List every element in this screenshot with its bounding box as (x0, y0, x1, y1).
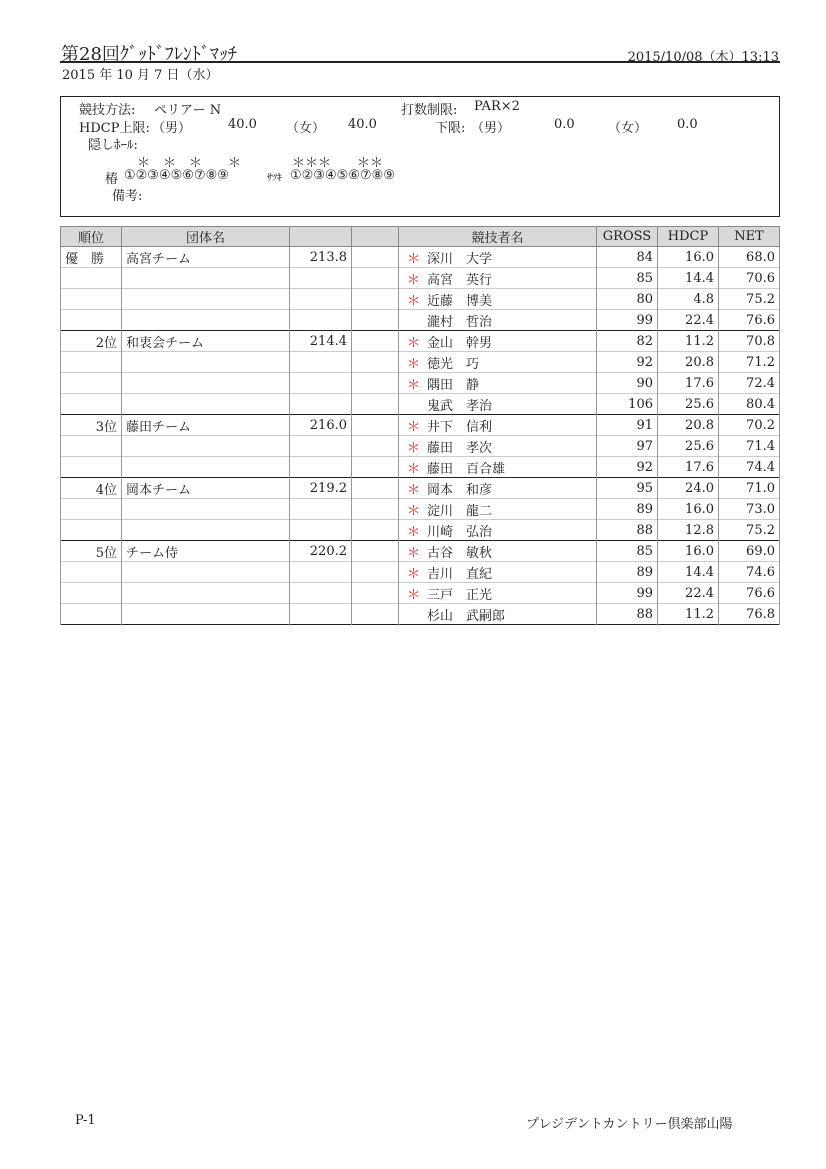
table-row (61, 289, 780, 310)
player-name: 高宮 英行 (427, 272, 493, 288)
player-name: 三戸 正光 (427, 587, 493, 603)
table-row (61, 247, 780, 268)
table-row (61, 394, 780, 415)
table-row (61, 268, 780, 289)
team-name-cell: 岡本チーム (122, 478, 290, 499)
team-header: 団体名 (122, 227, 290, 247)
hdcp-header: HDCP (658, 227, 719, 247)
hdcp-male-label: （男） (152, 121, 192, 136)
team-name-cell (122, 289, 290, 310)
player-cell (399, 562, 597, 583)
scoring-player-mark: ＊ (407, 419, 421, 435)
lower-female-label: （女） (608, 121, 648, 136)
team-name-cell (122, 394, 290, 415)
scoring-player-mark: ＊ (407, 566, 421, 582)
rank-cell (61, 394, 122, 415)
table-row (61, 331, 780, 352)
hdcp-cell: 17.6 (658, 373, 719, 394)
team-score-cell (290, 436, 352, 457)
player-name: 岡本 和彦 (427, 482, 493, 498)
net-cell: 76.8 (719, 604, 780, 625)
gross-cell: 106 (597, 394, 658, 415)
gross-cell: 85 (597, 541, 658, 562)
title-rule (60, 61, 780, 63)
gross-cell: 82 (597, 331, 658, 352)
team-score-cell: 213.8 (290, 247, 352, 268)
hdcp-cell: 20.8 (658, 415, 719, 436)
player-cell (399, 415, 597, 436)
player-header: 競技者名 (399, 227, 597, 247)
rank-cell (61, 604, 122, 625)
rank-cell (61, 520, 122, 541)
scoring-player-mark: ＊ (407, 377, 421, 393)
net-cell: 74.4 (719, 457, 780, 478)
hdcp-limit-label: HDCP上限: (79, 121, 150, 136)
team-name-cell: 和衷会チーム (122, 331, 290, 352)
net-cell: 73.0 (719, 499, 780, 520)
team-name-cell: 高宮チーム (122, 247, 290, 268)
out-course-label: 椿 (105, 172, 119, 187)
net-cell: 70.2 (719, 415, 780, 436)
player-cell (399, 499, 597, 520)
blank-cell (352, 415, 399, 436)
rank-header: 順位 (61, 227, 122, 247)
rank-cell: 3位 (61, 415, 122, 436)
team-score-cell (290, 310, 352, 331)
team-name-cell (122, 604, 290, 625)
player-cell (399, 520, 597, 541)
rank-cell (61, 352, 122, 373)
blank-cell (352, 310, 399, 331)
net-cell: 75.2 (719, 289, 780, 310)
team-name-cell (122, 436, 290, 457)
player-name: 川崎 弘治 (427, 524, 493, 540)
rank-cell: 優 勝 (61, 247, 122, 268)
in-course-label: ｻﾂｷ (267, 173, 282, 184)
team-score-cell: 216.0 (290, 415, 352, 436)
lower-male-value: 0.0 (554, 117, 575, 132)
blank-cell (352, 541, 399, 562)
hdcp-cell: 17.6 (658, 457, 719, 478)
team-score-cell (290, 499, 352, 520)
team-score-cell: 214.4 (290, 331, 352, 352)
table-row (61, 583, 780, 604)
scoring-player-mark: ＊ (407, 461, 421, 477)
hidden-holes-out-stars: ＊ ＊ ＊ ＊ (137, 156, 242, 171)
team-name-cell (122, 520, 290, 541)
hdcp-cell: 25.6 (658, 436, 719, 457)
team-name-cell (122, 373, 290, 394)
stroke-limit-label: 打数制限: (401, 103, 458, 118)
team-score-cell (290, 457, 352, 478)
team-name-cell (122, 268, 290, 289)
player-name: 瀧村 哲治 (427, 314, 493, 330)
blank-cell (352, 583, 399, 604)
net-cell: 76.6 (719, 583, 780, 604)
table-row (61, 478, 780, 499)
net-cell: 76.6 (719, 310, 780, 331)
team-name-cell: チーム侍 (122, 541, 290, 562)
scoring-player-mark: ＊ (407, 482, 421, 498)
hdcp-cell: 22.4 (658, 583, 719, 604)
player-name: 杉山 武嗣郎 (427, 608, 506, 624)
table-row (61, 352, 780, 373)
out-course-holes: ①②③④⑤⑥⑦⑧⑨ (124, 168, 229, 183)
table-row (61, 562, 780, 583)
player-cell (399, 541, 597, 562)
method-label: 競技方法: (79, 103, 136, 118)
net-cell: 70.6 (719, 268, 780, 289)
player-cell (399, 289, 597, 310)
scoring-player-mark: ＊ (407, 524, 421, 540)
rank-cell (61, 289, 122, 310)
blank-cell (352, 478, 399, 499)
player-name: 淀川 龍二 (427, 503, 493, 519)
player-name: 金山 幹男 (427, 335, 493, 351)
hdcp-cell: 16.0 (658, 541, 719, 562)
blank-cell (352, 436, 399, 457)
blank-header (352, 227, 399, 247)
rank-cell (61, 499, 122, 520)
team-score-cell (290, 394, 352, 415)
team-name-cell (122, 352, 290, 373)
hdcp-male-value: 40.0 (228, 117, 257, 132)
scoring-player-mark: ＊ (407, 272, 421, 288)
hdcp-cell: 16.0 (658, 247, 719, 268)
hdcp-cell: 14.4 (658, 268, 719, 289)
rank-cell (61, 310, 122, 331)
net-cell: 75.2 (719, 520, 780, 541)
player-name: 吉川 直紀 (427, 566, 493, 582)
gross-cell: 90 (597, 373, 658, 394)
team-name-cell (122, 562, 290, 583)
hidden-holes-in-stars: ＊＊＊ ＊＊ (292, 156, 384, 171)
player-cell (399, 457, 597, 478)
net-cell: 71.4 (719, 436, 780, 457)
lower-limit-label: 下限: (435, 121, 466, 136)
notes-label: 備考: (112, 189, 143, 204)
table-row (61, 604, 780, 625)
results-table (60, 226, 780, 625)
team-score-cell (290, 520, 352, 541)
player-cell (399, 604, 597, 625)
player-cell (399, 478, 597, 499)
player-cell (399, 310, 597, 331)
blank-cell (352, 604, 399, 625)
blank-cell (352, 247, 399, 268)
blank-cell (352, 520, 399, 541)
hdcp-cell: 22.4 (658, 310, 719, 331)
hdcp-female-value: 40.0 (348, 117, 377, 132)
gross-cell: 88 (597, 604, 658, 625)
rank-cell (61, 373, 122, 394)
table-row (61, 499, 780, 520)
player-cell (399, 394, 597, 415)
team-name-cell (122, 310, 290, 331)
blank-cell (352, 331, 399, 352)
net-cell: 80.4 (719, 394, 780, 415)
table-header-row (61, 227, 780, 247)
team-score-cell (290, 583, 352, 604)
table-row (61, 541, 780, 562)
player-cell (399, 268, 597, 289)
team-name-cell (122, 457, 290, 478)
in-course-holes: ①②③④⑤⑥⑦⑧⑨ (290, 168, 395, 183)
gross-cell: 89 (597, 562, 658, 583)
lower-male-label: （男） (471, 121, 511, 136)
scoring-player-mark: ＊ (407, 503, 421, 519)
gross-cell: 80 (597, 289, 658, 310)
scoring-player-mark: ＊ (407, 293, 421, 309)
gross-cell: 85 (597, 268, 658, 289)
gross-cell: 84 (597, 247, 658, 268)
net-header: NET (719, 227, 780, 247)
gross-cell: 92 (597, 457, 658, 478)
blank-cell (352, 268, 399, 289)
scoring-player-mark: ＊ (407, 440, 421, 456)
lower-female-value: 0.0 (677, 117, 698, 132)
blank-cell (352, 562, 399, 583)
table-row (61, 457, 780, 478)
player-cell (399, 583, 597, 604)
hdcp-cell: 16.0 (658, 499, 719, 520)
player-name: 鬼武 孝治 (427, 398, 493, 414)
player-name: 深川 大学 (427, 251, 493, 267)
rank-cell: 5位 (61, 541, 122, 562)
player-name: 隅田 静 (427, 377, 480, 393)
player-cell (399, 373, 597, 394)
rank-cell (61, 583, 122, 604)
player-name: 徳光 巧 (427, 356, 480, 372)
hdcp-cell: 12.8 (658, 520, 719, 541)
competition-info-box (60, 96, 780, 217)
player-cell (399, 352, 597, 373)
player-cell (399, 247, 597, 268)
gross-cell: 91 (597, 415, 658, 436)
rank-cell (61, 562, 122, 583)
club-name: プレジデントカントリー倶楽部山陽 (526, 1117, 733, 1132)
player-cell (399, 331, 597, 352)
scoring-player-mark: ＊ (407, 251, 421, 267)
gross-cell: 99 (597, 310, 658, 331)
player-name: 藤田 孝次 (427, 440, 493, 456)
team-score-cell (290, 373, 352, 394)
team-name-cell: 藤田チーム (122, 415, 290, 436)
blank-cell (352, 457, 399, 478)
event-date: 2015 年 10 月 7 日（水） (62, 68, 219, 83)
rank-cell: 2位 (61, 331, 122, 352)
team-score-cell (290, 268, 352, 289)
method-value: ペリアー N (154, 103, 222, 118)
net-cell: 69.0 (719, 541, 780, 562)
team-name-cell (122, 499, 290, 520)
net-cell: 71.0 (719, 478, 780, 499)
report-title: 第28回ｸﾞｯﾄﾞﾌﾚﾝﾄﾞﾏｯﾁ (61, 44, 237, 65)
blank-cell (352, 499, 399, 520)
blank-cell (352, 373, 399, 394)
table-row (61, 415, 780, 436)
net-cell: 68.0 (719, 247, 780, 268)
gross-cell: 89 (597, 499, 658, 520)
rank-cell: 4位 (61, 478, 122, 499)
hdcp-cell: 11.2 (658, 604, 719, 625)
hdcp-cell: 25.6 (658, 394, 719, 415)
hdcp-cell: 4.8 (658, 289, 719, 310)
net-cell: 70.8 (719, 331, 780, 352)
gross-cell: 92 (597, 352, 658, 373)
gross-cell: 99 (597, 583, 658, 604)
hidden-holes-label: 隠しﾎｰﾙ: (88, 138, 138, 153)
table-row (61, 520, 780, 541)
page-number: P-1 (75, 1113, 96, 1128)
gross-cell: 88 (597, 520, 658, 541)
hdcp-cell: 20.8 (658, 352, 719, 373)
blank-cell (352, 352, 399, 373)
gross-header: GROSS (597, 227, 658, 247)
hdcp-cell: 14.4 (658, 562, 719, 583)
hdcp-cell: 24.0 (658, 478, 719, 499)
scoring-player-mark: ＊ (407, 356, 421, 372)
team-score-cell (290, 289, 352, 310)
net-cell: 72.4 (719, 373, 780, 394)
print-timestamp: 2015/10/08（木）13:13 (627, 50, 779, 65)
team-score-cell: 220.2 (290, 541, 352, 562)
table-row (61, 310, 780, 331)
net-cell: 71.2 (719, 352, 780, 373)
table-row (61, 436, 780, 457)
hdcp-female-label: （女） (286, 121, 326, 136)
player-name: 藤田 百合雄 (427, 461, 506, 477)
rank-cell (61, 457, 122, 478)
blank-cell (352, 394, 399, 415)
stroke-limit-value: PAR×2 (474, 99, 520, 114)
scoring-player-mark: ＊ (407, 587, 421, 603)
player-name: 古谷 敏秋 (427, 545, 493, 561)
player-name: 近藤 博美 (427, 293, 493, 309)
table-row (61, 373, 780, 394)
net-cell: 74.6 (719, 562, 780, 583)
blank-cell (352, 289, 399, 310)
team-score-cell (290, 562, 352, 583)
team-score-cell (290, 352, 352, 373)
team-score-cell (290, 604, 352, 625)
team-score-header (290, 227, 352, 247)
team-score-cell: 219.2 (290, 478, 352, 499)
team-name-cell (122, 583, 290, 604)
gross-cell: 95 (597, 478, 658, 499)
scoring-player-mark: ＊ (407, 335, 421, 351)
player-cell (399, 436, 597, 457)
gross-cell: 97 (597, 436, 658, 457)
player-name: 井下 信利 (427, 419, 493, 435)
rank-cell (61, 436, 122, 457)
scoring-player-mark: ＊ (407, 545, 421, 561)
rank-cell (61, 268, 122, 289)
hdcp-cell: 11.2 (658, 331, 719, 352)
